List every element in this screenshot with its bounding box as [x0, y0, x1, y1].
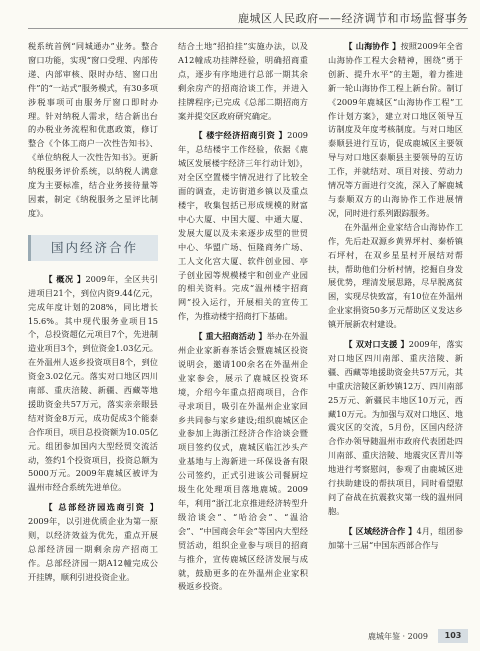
section-tag: 【 山海协作 】	[344, 41, 401, 51]
section-heading: 国内经济合作	[28, 235, 158, 261]
paragraph	[328, 338, 463, 519]
page-number: 103	[438, 629, 468, 643]
paragraph: 结合土地“招拍挂”实施办法，以及A12幢成功挂牌经验，明确招商重点，逐步有序地进行总部一期其余剩余房产的招商洽谈工作，并进入挂牌程序;已完成《总部二期招商方案并提交区政府研究确定。	[178, 41, 308, 121]
section-tag: 【 区域经济合作 】	[344, 525, 417, 536]
publication-name: 鹿城年鉴 · 2009	[368, 631, 428, 641]
section-tag: 【 概况 】	[44, 273, 86, 284]
column-3	[328, 40, 463, 553]
paragraph-body: 2009年，全区共引进项目21个，到位内资9.44亿元，完成年度计划的208%，同比增长15.6%。其中现代服务业项目15个，总投资超亿元项目7个，先进制造业项目3个，到位资金1.03亿元。在外温州人返乡投资项目8个，到位资金3.02亿元。落实对口地区四川南部、重庆涪陵、新疆、西藏等地援助资金共57万元，落实亲亲眼县结对资金8万元，成功促成3个能泰合作项目，项目总投资额为10.05亿元。组团参加国内大型经贸交流活动，签约1个投资项目，投资总额为5000万元。2009年鹿城区被评为温州市经合系统先进单位。	[28, 273, 158, 493]
section-tag: 【 总部经济园选商引资 】	[44, 502, 158, 513]
paragraph-body: 2009年，总结楼宇工作经验，依据《鹿城区发展楼宇经济三年行动计划》，对全区空置楼宇情况进行了比较全面的调查，走访街道乡镇以及重点楼宇，收集包括已形成规模的财富中心大厦、中国大厦、中通大厦、发展大厦以及未来逐步成型的世贸中心、华盟广场、恒隆商务广场、工人文化宫大厦、软件创业园、亭子创业园等规模楼宇和创业产业园的相关资料。完成“温州楼宇招商网”投入运行，开展相关的宣传工作，为推动楼宇招商打下基础。	[178, 130, 308, 322]
paragraph	[328, 40, 463, 221]
paragraph: 税系统首例“同城通办”业务。整合窗口功能，实现“窗口受理、内部传递、内部审核、限时办结、窗口出件”的“一站式”服务模式，有30多项涉税事项可由服务厅窗口即时办理。针对纳税人需求，结合新出台的办税业务流程和优惠政策，修订整合《个体工商户一次性告知书》、《单位纳税人一次性告知书》。更新纳税服务评价系统，以纳税人满意度为主要标准，结合业务接待量等因素，制定《纳税服务之星评比制度》。	[28, 41, 158, 218]
paragraph	[178, 330, 308, 594]
column-1	[28, 40, 158, 585]
header-rule	[28, 28, 468, 29]
paragraph	[328, 525, 463, 553]
paragraph	[178, 129, 308, 324]
page-header	[0, 0, 480, 34]
running-head: 鹿城区人民政府——经济调节和市场监督事务	[238, 12, 468, 25]
column-2	[178, 40, 308, 594]
section-tag: 【 楼宇经济招商引资 】	[194, 130, 288, 141]
page-footer	[368, 629, 468, 643]
paragraph-body: 2009年，落实对口地区四川南部、重庆涪陵、新疆、西藏等地援助资金共57万元，其中重庆涪陵区新妙镇12万、四川南部25万元、新疆民丰地区10万元，西藏10万元。为加强与双对口地区、地震灾区的交流，5月份，区国内经济合作办领导随温州市政府代表团赴四川南部、重庆涪陵、地震灾区青川等地进行考察慰问，参观了由鹿城区进行扶助建设的帮扶项目，同时看望慰问了奋战在抗震救灾第一线的温州同胞。	[328, 339, 463, 516]
section-tag: 【 重大招商活动 】	[194, 331, 267, 342]
paragraph-body: 按照2009年全省山海协作工程大会精神，围绕“勇于创新、提升水平”的主题，着力推进新一轮山海协作工程上新台阶。制订《2009年鹿城区“山海协作工程”工作计划方案》，建立对口地区领导互访制度及年度考核制度。与对口地区泰顺县进行互访，促成鹿城区主要领导与对口地区泰顺县主要领导的互访工作，并就结对、项目对接、劳动力情况等方面进行交流，深入了解鹿城与泰顺双方的山海协作工作进展情况，同时进行系列跟踪服务。	[328, 41, 463, 218]
section-tag: 【 双对口支援 】	[344, 339, 409, 350]
paragraph	[28, 501, 158, 584]
paragraph-body: 2009年，以引进优质企业为第一原则，以经济效益为优先，重点开展总部经济园一期剩余房产招商工作。总部经济园一期A12幢完成公开挂牌，顺利引进投资企业。	[28, 516, 158, 582]
paragraph: 在外温州企业家结合山海协作工作，先后赴双源乡黄界坪村、秦桥镇石坪村，在双乡星星村开展结对帮扶，帮助他们分析村情，挖掘自身发展优势，理清发展思路，尽早脱离贫困，实现尽快致富，有10位在外温州企业家捐资50多万元帮助区义发达乡镇开展新农村建设。	[328, 221, 463, 330]
paragraph-body: 4月，组团参加第十三届“中国东西部合作与	[328, 525, 464, 550]
paragraph-body: 举办在外温州企业家新春茶话会暨鹿城区投资说明会，邀请100余名在外温州企业家参会，展示了鹿城区投资环境，介绍今年重点招商项目，合作寻求项目，吸引在外温州企业家回乡共同参与家乡建设;组织鹿城区企业参加上海浙江经济合作洽谈会暨项目签约仪式，鹿城区临江沙头产业基地与上海新进一环保设备有限公司签约，正式引进该公司餐厨垃圾生化处理项目落地鹿城。2009年，利用“浙江北京推进经济转型升级洽谈会”、“哈洽会”、“温洽会”、“中国商会年会”等国内大型经贸活动，组织企业参与项目的招商与推介，宣传鹿城区经济发展与成就，鼓励更多的在外温州企业家积极返乡投资。	[178, 331, 308, 592]
paragraph	[28, 273, 158, 496]
